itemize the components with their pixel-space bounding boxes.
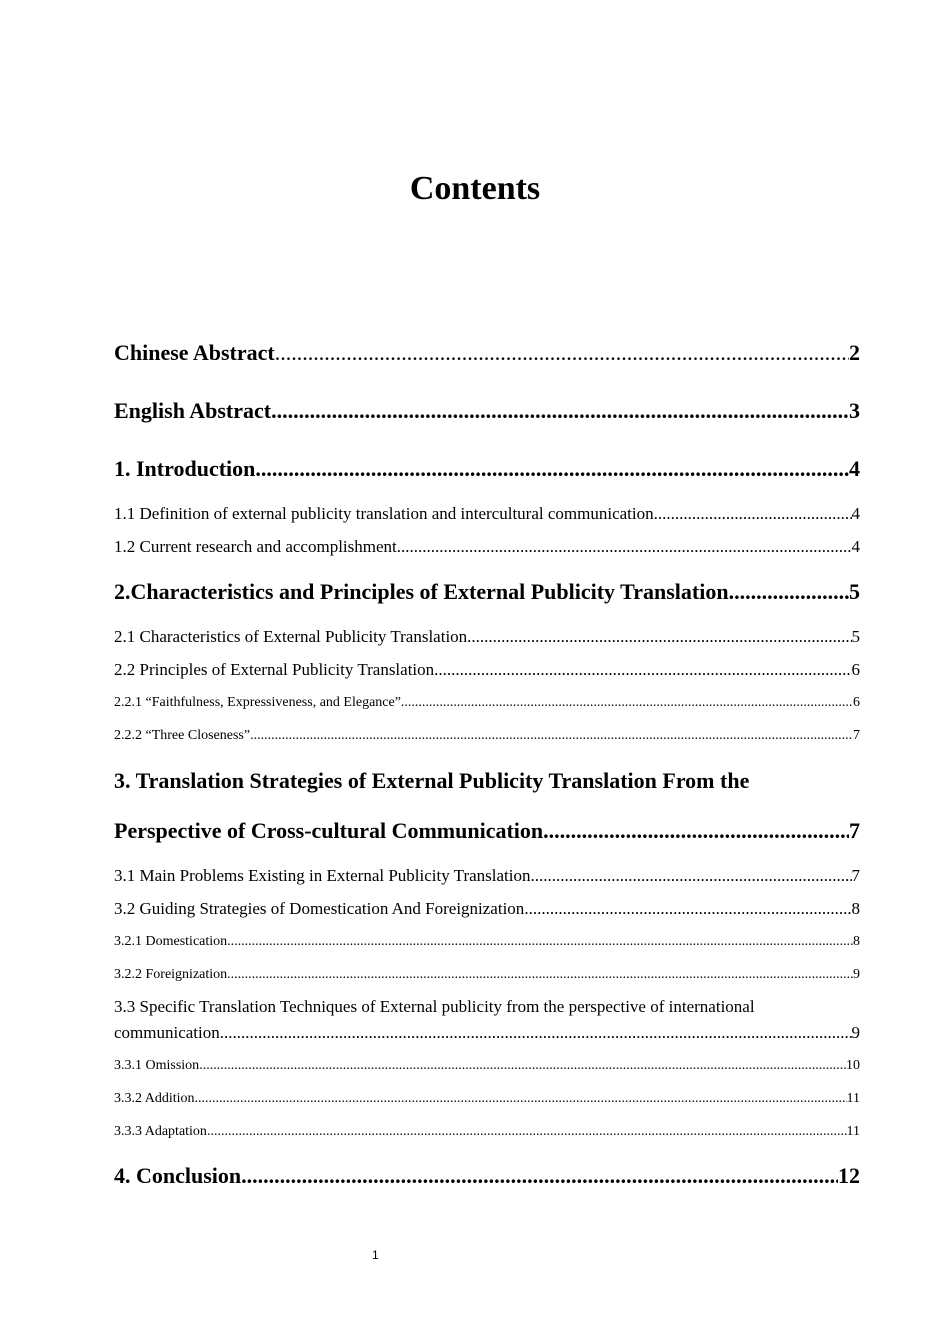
dot-leader — [434, 660, 851, 680]
dot-leader — [524, 899, 851, 919]
toc-label: 1. Introduction — [114, 456, 256, 481]
toc-label: 1.1 Definition of external publicity translation and intercultural communication — [114, 504, 654, 523]
dot-leader — [729, 579, 849, 605]
dot-leader — [543, 818, 849, 844]
toc-label: 3.3.3 Adaptation — [114, 1124, 207, 1139]
toc-label: 3.2 Guiding Strategies of Domestication And Foreignization — [114, 899, 525, 918]
toc-entry-3-2-1[interactable] — [114, 934, 860, 950]
toc-entry-chinese-abstract[interactable] — [114, 340, 860, 366]
toc-page-number: 11 — [846, 1124, 860, 1139]
page-title: Contents — [409, 170, 541, 207]
toc-label: 2.2.2 “Three Closeness” — [114, 728, 251, 743]
dot-leader — [531, 866, 852, 886]
toc-entry-3-3-3[interactable] — [114, 1124, 860, 1140]
toc-label: 3.2.2 Foreignization — [114, 967, 228, 982]
toc-page-number: 9 — [853, 967, 860, 982]
dot-leader — [271, 398, 849, 424]
toc-entry-3-3-1[interactable] — [114, 1058, 860, 1074]
dot-leader — [401, 695, 853, 711]
toc-entry-2-1[interactable] — [114, 627, 860, 647]
dot-leader — [654, 504, 852, 524]
toc-entry-chapter-3-first-line[interactable]: 3. Translation Strategies of External Publicity Translation From the — [114, 768, 750, 793]
toc-page-number: 7 — [851, 866, 860, 885]
toc-page-number: 8 — [853, 934, 860, 949]
toc-page-number: 6 — [851, 660, 860, 679]
toc-entry-2-2[interactable] — [114, 660, 860, 680]
toc-page-number: 7 — [853, 728, 860, 743]
toc-label: 3.3.2 Addition — [114, 1091, 195, 1106]
toc-entry-1-1[interactable] — [114, 504, 860, 524]
toc-entry-1-2[interactable] — [114, 537, 860, 557]
dot-leader — [397, 537, 852, 557]
dot-leader — [207, 1124, 847, 1140]
toc-entry-conclusion[interactable] — [114, 1163, 860, 1189]
toc-page-number: 8 — [851, 899, 860, 918]
toc-page-number: 4 — [851, 504, 860, 523]
dot-leader — [255, 456, 849, 482]
toc-page-number: 7 — [849, 818, 860, 843]
toc-page-number: 4 — [849, 456, 860, 481]
toc-label: communication — [114, 1023, 220, 1042]
toc-entry-3-2[interactable] — [114, 899, 860, 919]
toc-label: 3.3.1 Omission — [114, 1058, 200, 1073]
dot-leader — [467, 627, 851, 647]
toc-label: Perspective of Cross-cultural Communication — [114, 818, 544, 843]
toc-page-number: 11 — [846, 1091, 860, 1106]
toc-page-number: 9 — [851, 1023, 860, 1042]
toc-label: 2.Characteristics and Principles of External Publicity Translation — [114, 579, 729, 604]
toc-page-number: 3 — [849, 398, 860, 423]
dot-leader — [275, 340, 849, 366]
toc-entry-3-1[interactable] — [114, 866, 860, 886]
toc-entry-3-2-2[interactable] — [114, 967, 860, 983]
toc-entry-english-abstract[interactable] — [114, 398, 860, 424]
toc-page-number: 6 — [853, 695, 860, 710]
toc-page-number: 5 — [851, 627, 860, 646]
dot-leader — [227, 967, 853, 983]
toc-entry-chapter-3[interactable] — [114, 818, 860, 844]
toc-entry-3-3[interactable] — [114, 1023, 860, 1043]
dot-leader — [195, 1091, 847, 1107]
toc-page-number: 5 — [849, 579, 860, 604]
dot-leader — [220, 1023, 852, 1043]
toc-label: 4. Conclusion — [114, 1163, 242, 1188]
toc-label: 2.2 Principles of External Publicity Translation — [114, 660, 435, 679]
toc-label: 3.2.1 Domestication — [114, 934, 228, 949]
toc-entry-2-2-2[interactable] — [114, 728, 860, 744]
toc-page-number: 12 — [838, 1163, 860, 1188]
toc-page-number: 10 — [846, 1058, 860, 1073]
toc-entry-introduction[interactable] — [114, 456, 860, 482]
toc-entry-3-3-first-line[interactable]: 3.3 Specific Translation Techniques of External publicity from the perspective of international — [114, 997, 755, 1016]
dot-leader — [199, 1058, 846, 1074]
page-number: 1 — [372, 1248, 379, 1262]
dot-leader — [227, 934, 853, 950]
toc-page-number: 2 — [849, 340, 860, 365]
toc-label: 2.2.1 “Faithfulness, Expressiveness, and Elegance” — [114, 695, 401, 710]
toc-label: 1.2 Current research and accomplishment — [114, 537, 397, 556]
dot-leader — [241, 1163, 838, 1189]
toc-entry-chapter-2[interactable] — [114, 579, 860, 605]
toc-label: Chinese Abstract — [114, 340, 275, 365]
toc-label: English Abstract — [114, 398, 272, 423]
toc-entry-2-2-1[interactable] — [114, 695, 860, 711]
dot-leader — [250, 728, 853, 744]
toc-entry-3-3-2[interactable] — [114, 1091, 860, 1107]
toc-page-number: 4 — [851, 537, 860, 556]
toc-label: 2.1 Characteristics of External Publicity Translation — [114, 627, 468, 646]
toc-label: 3.1 Main Problems Existing in External Publicity Translation — [114, 866, 531, 885]
